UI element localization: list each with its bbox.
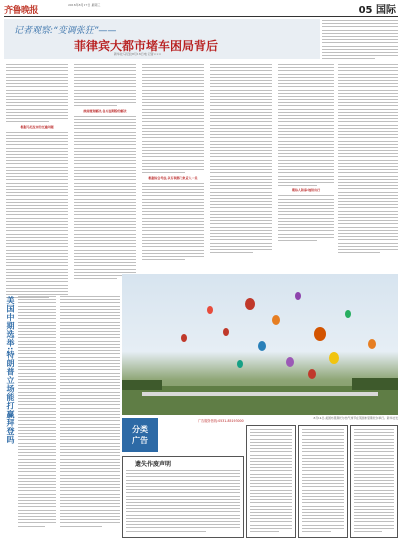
notice-title: 遗失作废声明 xyxy=(135,461,172,468)
vertical-headline: 美国中期选举:特朗普立场能打赢拜登吗 xyxy=(6,296,15,445)
photo-caption: 8月14日,美国布里斯托尔热气球节在英国布里斯托尔举行。新华社发 xyxy=(313,416,398,420)
balloon-festival-photo xyxy=(122,274,398,415)
hot-air-balloons-image xyxy=(122,274,398,415)
section-head-b: 政府施划解决,各方面期盼的解决 xyxy=(83,108,127,113)
text-column-5 xyxy=(278,64,334,270)
classified-label-line1: 分类 xyxy=(132,425,148,434)
newspaper-logo: 齐鲁晚报 xyxy=(4,6,39,16)
classified-label-line2: 广告 xyxy=(132,436,148,445)
text-column-right-top xyxy=(322,20,398,64)
article-kicker: 记者观察:“变调张狂”—— xyxy=(14,26,117,36)
text-column-6 xyxy=(338,64,398,270)
ad-box-1 xyxy=(246,425,296,538)
notice-body xyxy=(126,470,240,534)
ad-hotline: 广告服务热线:0531-85193000 xyxy=(198,419,244,423)
page-label: 05 国际 xyxy=(358,5,396,16)
header-rule xyxy=(4,16,398,17)
issue-date: 2016年8月17日 星期三 xyxy=(68,3,101,7)
section-head-c: 根据综合考虑,以专项部门负责人一员 xyxy=(148,175,198,180)
article-banner xyxy=(4,19,320,59)
ad-box-3 xyxy=(350,425,398,538)
text-column-lower-left-b xyxy=(18,296,56,536)
text-column-4 xyxy=(210,64,272,270)
text-column-2 xyxy=(74,64,136,270)
section-head-a: 根据马尼拉市的交通问题 xyxy=(20,124,54,129)
text-column-3 xyxy=(142,64,204,270)
article-byline: 新华社马尼拉8月16日电 记者××× xyxy=(114,52,162,56)
article-headline: 菲律宾大都市堵车困局背后 xyxy=(74,39,219,53)
page-header xyxy=(0,0,402,16)
text-column-1 xyxy=(6,64,68,290)
text-column-lower-left xyxy=(60,296,120,536)
section-head-d: 期待人和事:地铁出行 xyxy=(291,188,321,193)
classified-label xyxy=(122,418,158,452)
ad-box-2 xyxy=(298,425,348,538)
